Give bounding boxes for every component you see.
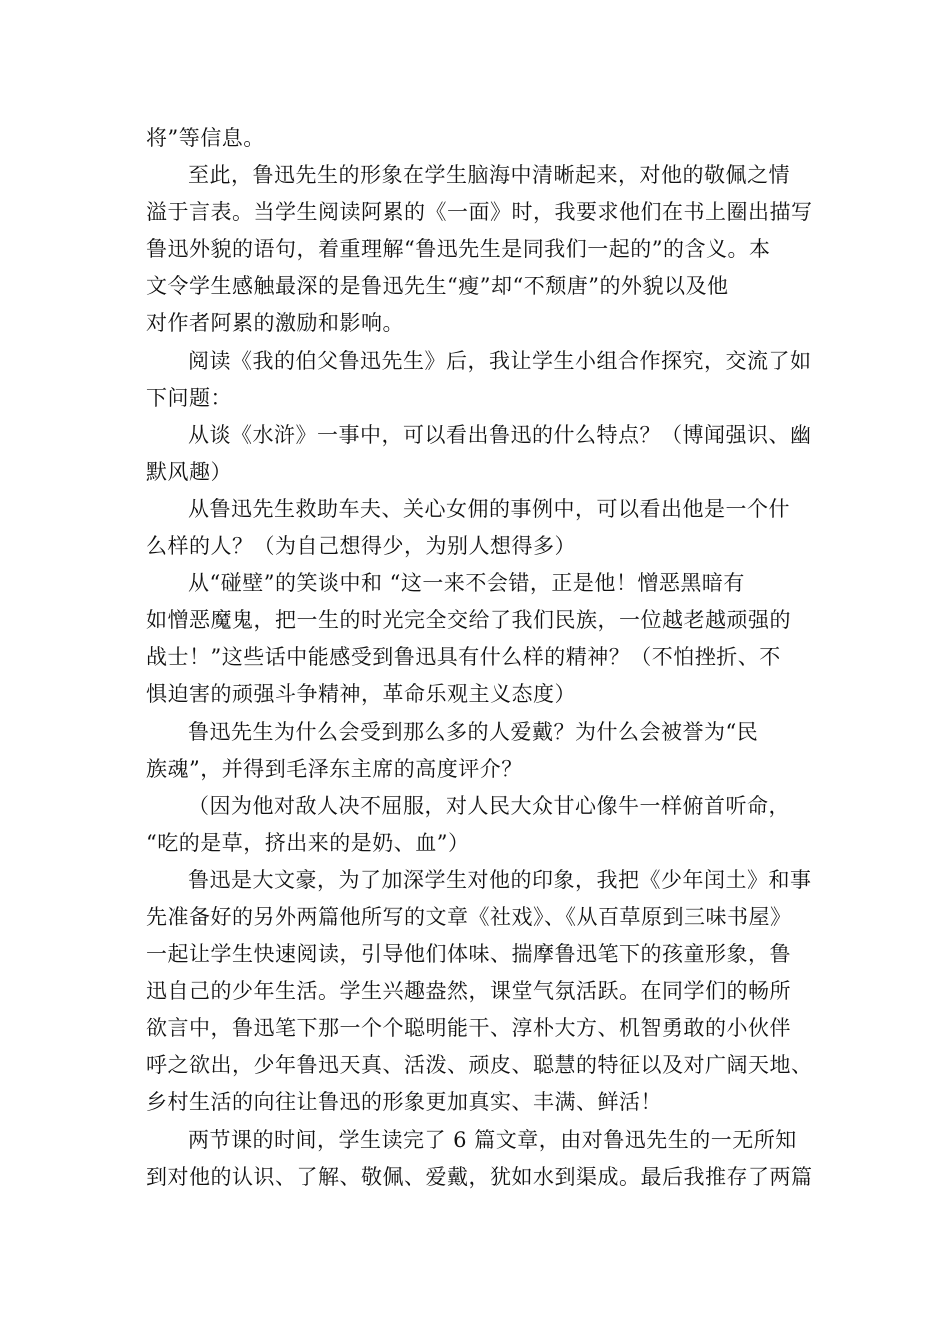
text-line: 鲁迅先生为什么会受到那么多的人爱戴？为什么会被誉为“民 bbox=[188, 719, 759, 744]
text-line: 默风趣） bbox=[146, 459, 232, 484]
text-line: 先准备好的另外两篇他所写的文章《社戏》、《从百草原到三味书屋》 bbox=[146, 904, 792, 929]
text-line: 呼之欲出，少年鲁迅天真、活泼、顽皮、聪慧的特征以及对广阔天地、 bbox=[146, 1053, 813, 1078]
text-line: 乡村生活的向往让鲁迅的形象更加真实、丰满、鲜活！ bbox=[146, 1090, 662, 1115]
text-line: （因为他对敌人决不屈服，对人民大众甘心像牛一样俯首听命， bbox=[188, 793, 790, 818]
text-line: 战士！”这些话中能感受到鲁迅具有什么样的精神？（不怕挫折、不 bbox=[146, 645, 781, 670]
text-line: 对作者阿累的激励和影响。 bbox=[146, 311, 404, 336]
text-line: 溢于言表。当学生阅读阿累的《一面》时，我要求他们在书上圈出描写 bbox=[146, 200, 813, 225]
text-line: 族魂”，并得到毛泽东主席的高度评介？ bbox=[146, 756, 523, 781]
text-line: 两节课的时间，学生读完了 6 篇文章，由对鲁迅先生的一无所知 bbox=[188, 1127, 797, 1152]
text-line: 到对他的认识、了解、敬佩、爱戴，犹如水到渠成。最后我推存了两篇 bbox=[146, 1164, 813, 1189]
text-line: 从谈《水浒》一事中，可以看出鲁迅的什么特点？（博闻强识、幽 bbox=[188, 422, 812, 447]
text-line: 文令学生感触最深的是鲁迅先生“瘦”却“不颓唐”的外貌以及他 bbox=[146, 274, 729, 299]
text-line: 将”等信息。 bbox=[146, 126, 265, 150]
text-line: 如憎恶魔鬼，把一生的时光完全交给了我们民族，一位越老越顽强的 bbox=[146, 608, 791, 633]
text-line: 至此，鲁迅先生的形象在学生脑海中清晰起来，对他的敬佩之情 bbox=[188, 163, 790, 188]
text-line: 从鲁迅先生救助车夫、关心女佣的事例中，可以看出他是一个什 bbox=[188, 496, 790, 521]
text-line: 下问题： bbox=[146, 385, 232, 410]
text-line: 一起让学生快速阅读，引导他们体味、揣摩鲁迅笔下的孩童形象，鲁 bbox=[146, 942, 791, 967]
text-line: 惧迫害的顽强斗争精神，革命乐观主义态度） bbox=[146, 682, 576, 707]
text-line: 鲁迅是大文豪，为了加深学生对他的印象，我把《少年闰土》和事 bbox=[188, 867, 812, 892]
text-line: 欲言中，鲁迅笔下那一个个聪明能干、淳朴大方、机智勇敢的小伙伴 bbox=[146, 1016, 791, 1041]
text-line: “吃的是草，挤出来的是奶、血”） bbox=[146, 830, 470, 855]
text-line: 阅读《我的伯父鲁迅先生》后，我让学生小组合作探究，交流了如 bbox=[188, 348, 812, 373]
text-line: 迅自己的少年生活。学生兴趣盎然，课堂气氛活跃。在同学们的畅所 bbox=[146, 979, 791, 1004]
text-line: 鲁迅外貌的语句，着重理解“鲁迅先生是同我们一起的”的含义。本 bbox=[146, 237, 771, 262]
text-line: 么样的人？（为自己想得少，为别人想得多） bbox=[146, 534, 576, 559]
document-body bbox=[146, 120, 813, 1196]
text-line: 从“碰壁”的笑谈中和 “这一来不会错，正是他！憎恶黑暗有 bbox=[188, 571, 745, 596]
